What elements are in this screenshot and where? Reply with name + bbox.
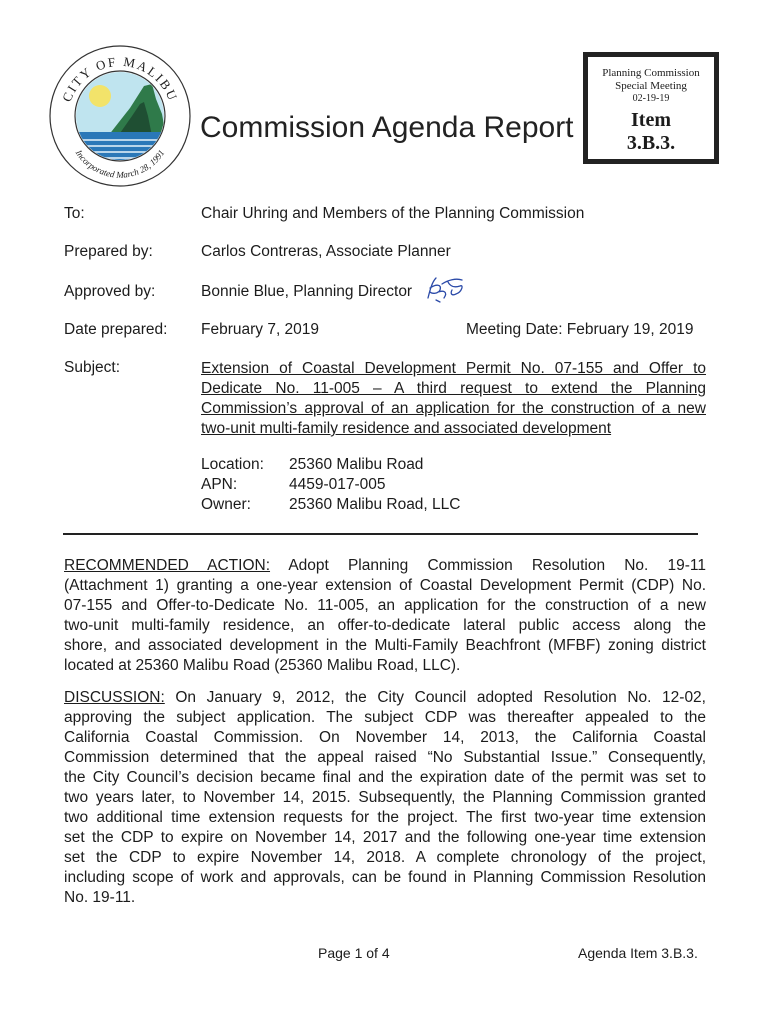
paragraph-line: RECOMMENDED ACTION: Adopt Planning Commission Resolution No. 19-11 [64,557,707,574]
subject-text [201,359,706,439]
paragraph-line: 07-155 and Offer-to-Dedicate No. 11-005, an application for the construction of a new [64,597,706,614]
paragraph-line: No. 19-11. [64,889,136,906]
paragraph-line: California Coastal Commission. On November 14, 2013, the California Coastal [64,729,706,746]
item-box-label: Item [631,109,671,131]
date-label: Date prepared: [64,321,168,338]
to-label: To: [64,205,85,222]
apn-label: APN: [201,476,238,493]
prepared-value: Carlos Contreras, Associate Planner [201,243,451,260]
seal-top-text: CITY OF MALIBU [58,53,182,104]
location-value: 25360 Malibu Road [289,456,424,473]
item-box-number: 3.B.3. [626,132,676,154]
footer-agenda-item: Agenda Item 3.B.3. [578,945,698,961]
subject-line: two-unit multi-family residence and associated development [201,420,612,437]
paragraph-line: including scope of work and approvals, can be found in Planning Commission Resolution [64,869,706,886]
discussion-heading: DISCUSSION: [64,689,165,706]
item-box-date: 02-19-19 [632,93,670,104]
subject-line: Extension of Coastal Development Permit No. 07-155 and Offer to [201,360,706,377]
subject-label: Subject: [64,359,121,376]
paragraph-line: the City Council’s decision became final and the expiration date of the permit was set to [64,769,706,786]
approved-label: Approved by: [64,283,156,300]
item-box-commission: Planning Commission [602,67,700,79]
paragraph-line: approving the subject application. The subject CDP was thereafter appealed to the [64,709,706,726]
date-value: February 7, 2019 [201,321,320,338]
page-title: Commission Agenda Report [200,111,574,144]
recommended-action-paragraph [64,556,706,676]
paragraph-line: (Attachment 1) granting a one-year extension of Coastal Development Permit (CDP) No. [64,577,706,594]
to-value: Chair Uhring and Members of the Planning Commission [201,205,585,222]
meeting-date: Meeting Date: February 19, 2019 [466,321,694,338]
location-label: Location: [201,456,264,473]
owner-label: Owner: [201,496,251,513]
page-number: Page 1 of 4 [318,945,390,961]
paragraph-line: located at 25360 Malibu Road (25360 Malibu Road, LLC). [64,657,461,674]
item-box-meeting: Special Meeting [615,80,687,92]
subject-line: Dedicate No. 11-005 – A third request to extend the Planning [201,380,706,397]
subject-line: Commission’s approval of an application for the construction of a new [201,400,706,417]
recommended-action-heading: RECOMMENDED ACTION: [64,557,271,574]
director-initials-signature [422,272,468,306]
paragraph-line: two years later, to November 14, 2015. Subsequently, the Planning Commission granted [64,789,706,806]
paragraph-line: Commission determined that the appeal raised “No Substantial Issue.” Consequently, [64,749,706,766]
approved-value: Bonnie Blue, Planning Director [201,283,413,300]
paragraph-line: set the CDP to expire on November 14, 2017 and the following one-year time extension [64,829,706,846]
discussion-paragraph [64,688,706,908]
paragraph-line: shore, and associated development in the Multi-Family Beachfront (MFBF) zoning district [64,637,706,654]
paragraph-line: DISCUSSION: On January 9, 2012, the City Council adopted Resolution No. 12-02, [64,689,706,706]
paragraph-line: two additional time extension requests for the project. The first two-year time extension [64,809,706,826]
paragraph-line: set the CDP to expire November 14, 2018. A complete chronology of the project, [64,849,706,866]
prepared-label: Prepared by: [64,243,153,260]
owner-value: 25360 Malibu Road, LLC [289,496,461,513]
apn-value: 4459-017-005 [289,476,386,493]
seal-bottom-text: Incorporated March 28, 1991 [73,148,167,180]
paragraph-line: two-unit multi-family residence, an offer-to-dedicate lateral public access along the [64,617,706,634]
section-divider [63,533,698,535]
city-seal [48,44,192,188]
agenda-item-box [583,52,719,164]
